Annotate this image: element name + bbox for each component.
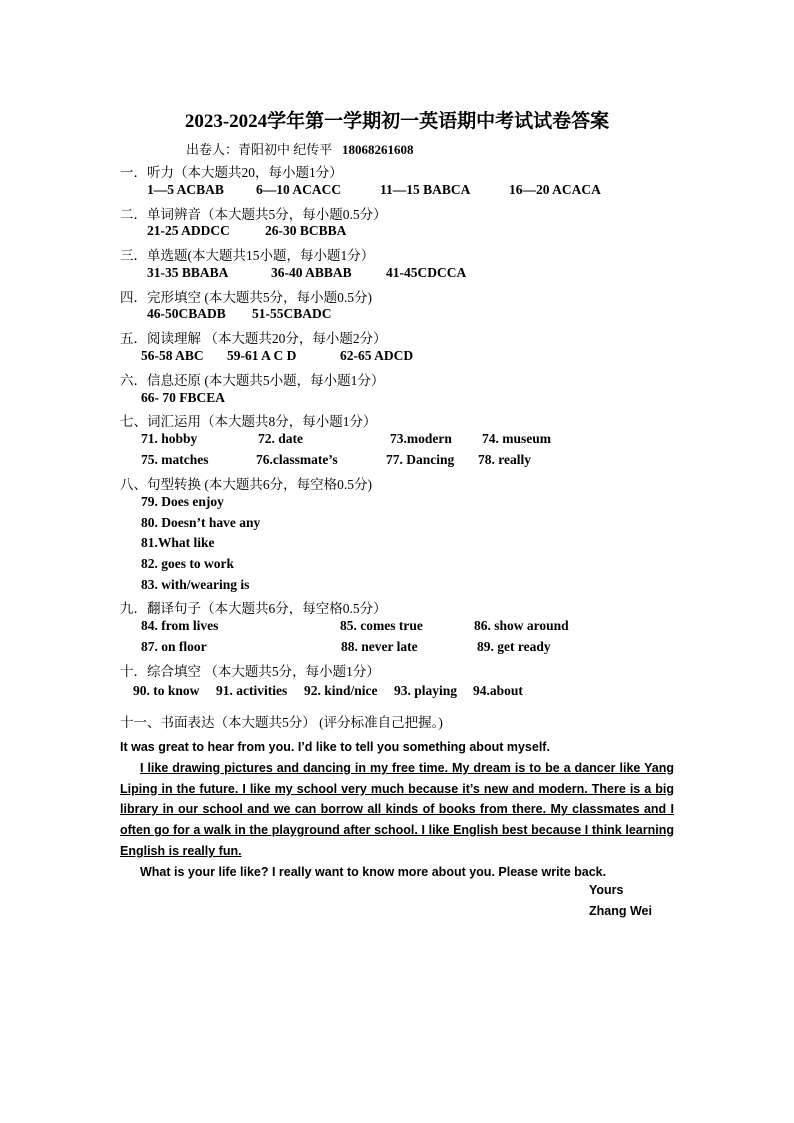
essay (120, 737, 674, 883)
answer-cell: 89. get ready (477, 639, 551, 654)
answer-cell: 41-45CDCCA (386, 265, 467, 280)
essay-closing: What is your life like? I really want to know more about you. Please write back. (140, 864, 607, 879)
answer-cell: 59-61 A C D (227, 348, 297, 363)
essay-opening: It was great to hear from you. I’d like to tell you something about myself. (120, 740, 550, 754)
section-header: 一．听力（本大题共20，每小题1分） (120, 165, 343, 180)
section-header: 五．阅读理解 （本大题共20分，每小题2分） (120, 331, 387, 346)
answer-cell: 88. never late (341, 639, 418, 654)
essay-signature: Zhang Wei (589, 904, 652, 918)
section-header: 十．综合填空 （本大题共5分，每小题1分） (120, 664, 380, 679)
essay-sign-off: Yours (589, 883, 624, 897)
answer-cell: 91. activities (216, 683, 288, 698)
answer-cell: 76.classmate’s (256, 452, 338, 467)
answer-cell: 16—20 ACACA (509, 182, 601, 197)
answer-cell: 84. from lives (141, 618, 219, 633)
section-header: 三．单选题(本大题共15小题，每小题1分） (120, 248, 375, 263)
answer-cell: 80. Doesn’t have any (141, 515, 261, 530)
section-header: 九．翻译句子（本大题共6分，每空格0.5分） (120, 601, 387, 616)
essay-body: I like drawing pictures and dancing in my free time. My dream is to be a dancer like Yang Liping in the future. I like my school very much because it’s new and modern. There is a big library in our school and we can borrow all kinds of books from there. My classmates and I often go for a walk in the playground after school. I like English best because I think learning English is really fun. (120, 760, 674, 858)
section-header: 十一、书面表达（本大题共5分） (评分标准自己把握。) (120, 715, 443, 730)
page-title: 2023-2024学年第一学期初一英语期中考试试卷答案 (184, 111, 610, 132)
answer-cell: 11—15 BABCA (380, 182, 471, 197)
answer-cell: 26-30 BCBBA (265, 223, 347, 238)
answer-cell: 66- 70 FBCEA (141, 390, 225, 405)
author-line (186, 139, 414, 158)
answer-cell: 62-65 ADCD (340, 348, 414, 363)
answer-cell: 90. to know (133, 683, 200, 698)
author-label: 出卷人：青阳初中 纪传平 (186, 142, 333, 157)
answer-cell: 72. date (258, 431, 303, 446)
section-header: 六．信息还原 (本大题共5小题，每小题1分） (120, 373, 385, 388)
answer-cell: 73.modern (390, 431, 452, 446)
answer-cell: 81.What like (141, 535, 215, 550)
answer-cell: 94.about (473, 683, 523, 698)
answer-cell: 21-25 ADDCC (147, 223, 230, 238)
answer-cell: 6—10 ACACC (256, 182, 342, 197)
author-phone: 18068261608 (342, 142, 414, 157)
answer-cell: 77. Dancing (386, 452, 455, 467)
answer-cell: 78. really (478, 452, 531, 467)
answer-cell: 93. playing (394, 683, 458, 698)
answer-cell: 1—5 ACBAB (147, 182, 224, 197)
answer-cell: 31-35 BBABA (147, 265, 229, 280)
answer-cell: 79. Does enjoy (141, 494, 224, 509)
section-header: 八、句型转换 (本大题共6分，每空格0.5分) (120, 477, 372, 492)
answer-cell: 83. with/wearing is (141, 577, 250, 592)
section-header: 七、词汇运用（本大题共8分，每小题1分） (120, 414, 377, 429)
section-header: 二．单词辨音（本大题共5分，每小题0.5分） (120, 207, 387, 222)
section-header: 四．完形填空 (本大题共5分，每小题0.5分) (120, 290, 372, 305)
answer-cell: 56-58 ABC (141, 348, 204, 363)
answer-cell: 74. museum (482, 431, 552, 446)
answer-cell: 92. kind/nice (304, 683, 378, 698)
answer-cell: 82. goes to work (141, 556, 234, 571)
answer-cell: 71. hobby (141, 431, 198, 446)
answer-cell: 51-55CBADC (252, 306, 332, 321)
answer-cell: 85. comes true (340, 618, 423, 633)
answer-cell: 46-50CBADB (147, 306, 226, 321)
answer-cell: 75. matches (141, 452, 209, 467)
answer-cell: 36-40 ABBAB (271, 265, 352, 280)
answer-cell: 87. on floor (141, 639, 207, 654)
answer-cell: 86. show around (474, 618, 569, 633)
